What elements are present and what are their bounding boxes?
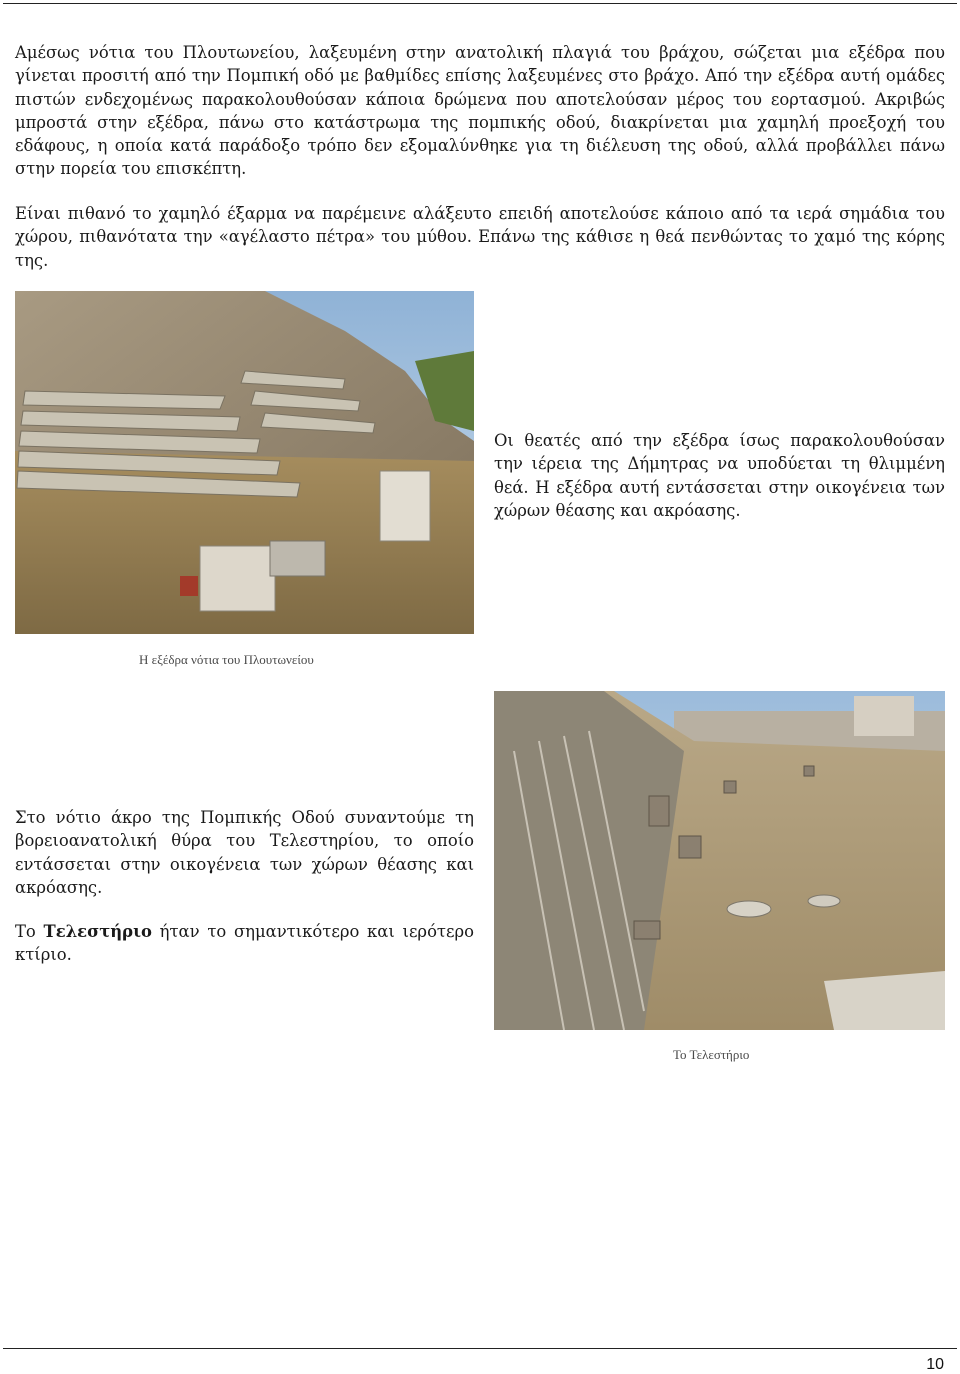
paragraph-telesterion-importance xyxy=(15,920,474,967)
p5-start: Το xyxy=(15,922,44,941)
photo-telesterion xyxy=(494,691,945,1030)
bottom-rule xyxy=(3,1348,957,1349)
paragraph-telesterion-gate: Στο νότιο άκρο της Πομπικής Οδού συναντούμε τη βορειοανατολική θύρα του Τελεστηρίου, το οποίο εντάσσεται στην οικογένεια των χώρων θέασης και ακρόασης. xyxy=(15,808,474,897)
paragraph-agelastos-petra: Είναι πιθανό το χαμηλό έξαρμα να παρέμεινε αλάξευτο επειδή αποτελούσε κάποιο από τα ιερά σημάδια του χώρου, πιθανότατα την «αγέλαστο πέτρα» του μύθου. Επάνω της κάθισε η θεά πενθώντας το χαμό της κόρης της. xyxy=(15,204,945,270)
paragraph-spectators: Οι θεατές από την εξέδρα ίσως παρακολουθούσαν την ιέρεια της Δήμητρας να υποδύεται τη θλιμμένη θεά. Η εξέδρα αυτή εντάσσεται στην οικογένεια των χώρων θέασης και ακρόασης. xyxy=(494,431,945,520)
paragraph-exedra-description: Αμέσως νότια του Πλουτωνείου, λαξευμένη στην ανατολική πλαγιά του βράχου, σώζεται μια εξέδρα που γίνεται προσιτή από την Πομπική οδό με βαθμίδες επίσης λαξευμένες στο βράχο. Από την εξέδρα αυτή ομάδες πιστών ενδεχομένως παρακολουθούσαν κάποια δρώμενα που αποτελούσαν μέρος του εορτασμού. Ακριβώς μπροστά στην εξέδρα, πάνω στο κατάστρωμα της πομπικής οδού, διακρίνεται μια χαμηλή προεξοχή του εδάφους, η οποία κατά παράδοξο τρόπο δεν εξομαλύνθηκε για τη διέλευση της οδού, αλλά προβάλλει πάνω στην πορεία του επισκέπτη. xyxy=(15,43,945,179)
top-rule xyxy=(3,3,957,4)
caption-photo-exedra: Η εξέδρα νότια του Πλουτωνείου xyxy=(139,652,314,667)
page-number: 10 xyxy=(926,1356,944,1373)
photo-exedra xyxy=(15,291,474,634)
caption-photo-telesterion: Το Τελεστήριο xyxy=(673,1047,750,1062)
p5-end: ήταν το σημαντικότερο και ιερότερο κτίριο. xyxy=(15,922,474,965)
p5-bold-telesterion: Τελεστήριο xyxy=(43,922,152,941)
